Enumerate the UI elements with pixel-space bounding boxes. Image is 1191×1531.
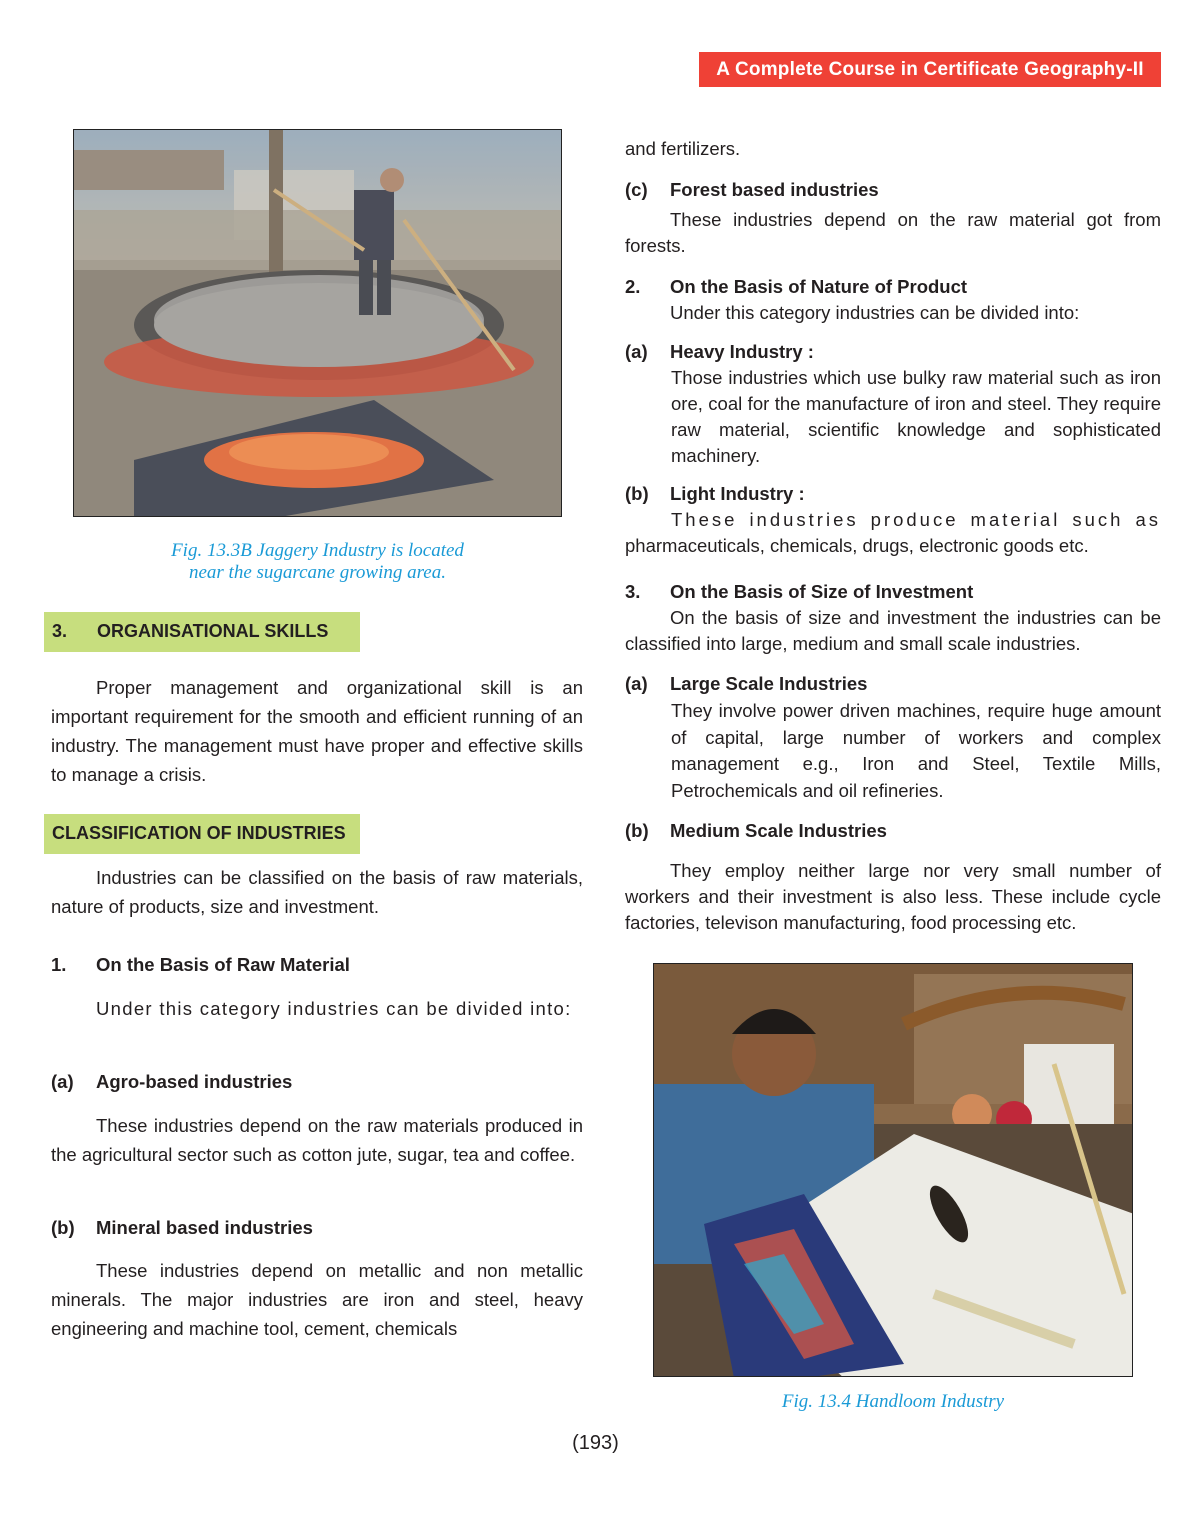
section-number: 3. — [52, 621, 68, 641]
jaggery-caption-line-2: near the sugarcane growing area. — [188, 562, 446, 583]
heading-number: (b) — [51, 1217, 75, 1238]
mineral-heading — [51, 1215, 583, 1241]
agro-heading — [51, 1069, 583, 1095]
raw-material-heading — [51, 952, 583, 978]
handloom-industry-photo — [653, 963, 1133, 1377]
forest-heading — [625, 177, 1161, 203]
jaggery-industry-photo — [73, 129, 562, 517]
size-investment-heading — [625, 579, 1161, 605]
book-title-badge: A Complete Course in Certificate Geography-II — [699, 52, 1161, 87]
agro-text: These industries depend on the raw materials produced in the agricultural sector such as cotton jute, sugar, tea and coffee. — [51, 1115, 583, 1165]
heavy-industry-text: Those industries which use bulky raw material such as iron ore, coal for the manufacture of iron and steel. They require raw material, scientific knowledge and sophisticated machinery. — [671, 367, 1161, 466]
section-title: CLASSIFICATION OF INDUSTRIES — [52, 823, 346, 843]
medium-scale-heading — [625, 818, 1161, 844]
mineral-text: These industries depend on metallic and non metallic minerals. The major industries are iron and steel, heavy engineering and machine tool, cement, chemicals — [51, 1260, 583, 1339]
heading-number: (b) — [625, 483, 649, 504]
heading-number: (a) — [625, 341, 648, 362]
raw-material-text: Under this category industries can be divided into: — [96, 998, 572, 1019]
heading-number: (a) — [625, 673, 648, 694]
organisational-skills-text: Proper management and organizational skill is an important requirement for the smooth and efficient running of an industry. The management must have proper and effective skills to manage a crisis. — [51, 677, 583, 785]
heading-number: (a) — [51, 1071, 74, 1092]
heading-number: 1. — [51, 954, 67, 975]
forest-text: These industries depend on the raw material got from forests. — [625, 209, 1161, 256]
nature-text: Under this category industries can be divided into: — [670, 302, 1080, 323]
heading-number: (b) — [625, 820, 649, 841]
heading-number: 2. — [625, 276, 641, 297]
large-scale-heading — [625, 671, 1161, 697]
organisational-skills-heading — [44, 612, 360, 652]
light-industry-text-line-2: pharmaceuticals, chemicals, drugs, electronic goods etc. — [625, 535, 1089, 556]
heading-title: Light Industry : — [670, 483, 805, 504]
classification-heading — [44, 814, 360, 854]
handloom-caption: Fig. 13.4 Handloom Industry — [781, 1391, 1005, 1412]
continuation-text: and fertilizers. — [625, 138, 741, 159]
heading-title: On the Basis of Size of Investment — [670, 581, 974, 602]
classification-text: Industries can be classified on the basis of raw materials, nature of products, size and investment. — [51, 867, 583, 917]
large-scale-text: They involve power driven machines, require huge amount of capital, large number of workers and complex management e.g., Iron and Steel, Textile Mills, Petrochemicals and oil refineries. — [671, 700, 1161, 801]
size-investment-text: On the basis of size and investment the industries can be classified into large, medium and small scale industries. — [625, 607, 1161, 654]
medium-scale-text: They employ neither large nor very small number of workers and their investment is also less. These include cycle factories, televison manufacturing, food processing etc. — [625, 860, 1161, 933]
light-industry-text-line-1: These industries produce material such as — [671, 509, 1161, 530]
heading-title: Large Scale Industries — [670, 673, 868, 694]
heading-title: On the Basis of Raw Material — [96, 954, 350, 975]
heavy-industry-heading — [625, 339, 1161, 365]
nature-heading — [625, 274, 1161, 300]
jaggery-caption — [73, 540, 562, 584]
heading-number: (c) — [625, 179, 648, 200]
section-title: ORGANISATIONAL SKILLS — [97, 621, 329, 641]
page-number: (193) — [572, 1432, 619, 1454]
jaggery-caption-line-1: Fig. 13.3B Jaggery Industry is located — [171, 540, 464, 561]
light-industry-heading — [625, 481, 1161, 507]
heading-number: 3. — [625, 581, 641, 602]
heading-title: Mineral based industries — [96, 1217, 313, 1238]
heading-title: On the Basis of Nature of Product — [670, 276, 968, 297]
heading-title: Medium Scale Industries — [670, 820, 887, 841]
heading-title: Agro-based industries — [96, 1071, 293, 1092]
heading-title: Heavy Industry : — [670, 341, 814, 362]
heading-title: Forest based industries — [670, 179, 879, 200]
